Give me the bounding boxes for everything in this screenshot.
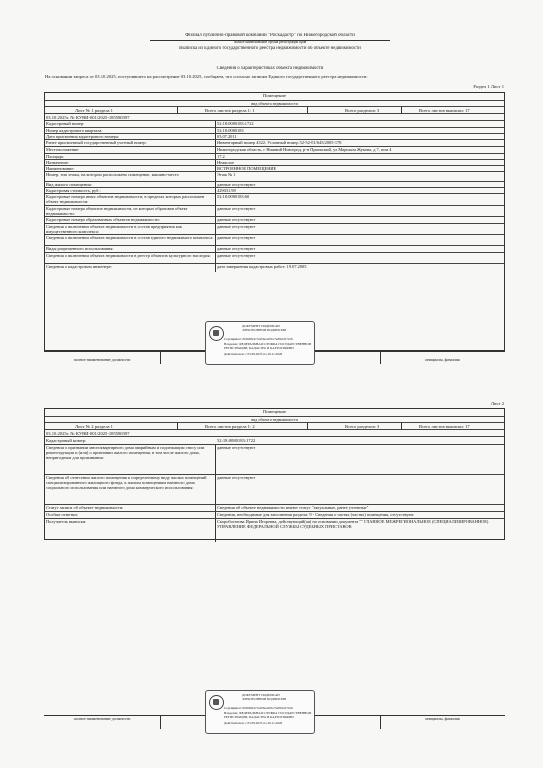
- row-label: Сведения о включении объекта недвижимости в состав единого недвижимого комплекса:: [46, 235, 214, 240]
- signature-position-caption: полное наименование должности: [73, 357, 131, 362]
- table-row: [45, 263, 504, 271]
- org-name: Филиал публично-правовой компании "Роскадастр" по Нижегородской области: [185, 33, 355, 38]
- table-row: [45, 120, 504, 127]
- object-type-caption: вид объекта недвижимости: [251, 101, 298, 106]
- table-row: [45, 171, 504, 181]
- row-value: 05.07.2011: [217, 134, 237, 139]
- row-value: Скоробогатова Ирина Игоревна, действующий(ая) на основании документа "" ГЛАВНОЕ МЕЖРЕГИОНАЛЬНОЕ (СПЕЦИАЛИЗИРОВАННОЕ) УПРАВЛЕНИЕ ФЕДЕРАЛЬНОЙ СЛУЖБЫ СУДЕБНЫХ ПРИСТАВОВ: [217, 519, 489, 530]
- table-row: [45, 205, 504, 216]
- row-label: Номер кадастрового квартала:: [46, 128, 103, 133]
- row-value: 17.2: [217, 154, 225, 159]
- stamp-line: Действителен: с 05.09.2025 по 29.11.2026: [224, 353, 283, 356]
- row-value: данные отсутствуют: [217, 246, 256, 251]
- table-row: [45, 223, 504, 234]
- stamp-line: ДОКУМЕНТ ПОДПИСАН: [242, 325, 280, 328]
- stamp-line: ЭЛЕКТРОННОЙ ПОДПИСЬЮ: [242, 698, 287, 701]
- stamp-line: Сертификат: 00f0d8a3c7e2b6a41f9cc3e8b2d17a56: [224, 707, 293, 710]
- row-label: Кадастровые номера иных объектов недвижимости, в пределах которых расположен объект недвижимости:: [46, 194, 205, 205]
- request-line: На основании запроса от 03.10.2025, поступившего на рассмотрение 03.10.2025, сообщаем, что согласно записям Единого государственного реестра недвижимости:: [45, 74, 368, 79]
- table-row: [45, 146, 504, 153]
- row-value: 52:18:0080183:1722: [217, 121, 254, 126]
- row-label: Получатель выписки:: [46, 519, 87, 524]
- row-label: Сведения о включении объекта недвижимости в состав предприятия как имущественного комплекса:: [46, 224, 182, 235]
- stamp-line: ЭЛЕКТРОННОЙ ПОДПИСЬЮ: [242, 329, 287, 332]
- e-signature-stamp: [205, 321, 315, 365]
- coat-of-arms-icon: [209, 695, 224, 710]
- row-value: данные отсутствуют: [217, 224, 256, 229]
- row-value: данные отсутствуют: [217, 235, 256, 240]
- row-label: Дата присвоения кадастрового номера:: [46, 134, 120, 139]
- sheet-number: Лист № 1 раздела 1: [75, 108, 113, 113]
- row-label: Сведения о кадастровом инженере:: [46, 264, 112, 269]
- date-number: 03.10.2025г. № КУВИ-001/2025-185580397: [46, 431, 130, 436]
- table-row: [45, 252, 504, 263]
- row-label: Площадь:: [46, 154, 65, 159]
- object-type-caption: вид объекта недвижимости: [251, 417, 298, 422]
- signature-name-caption: инициалы, фамилия: [425, 357, 460, 362]
- stamp-line: Владелец: ФЕДЕРАЛЬНАЯ СЛУЖБА ГОСУДАРСТВЕННОЙ: [224, 712, 312, 715]
- row-label: Сведения о признании многоквартирного дома аварийным и подлежащим сносу или реконструкции и (или) о признании жилого помещения, в том числе жилого дома, непригодным для проживания:: [46, 445, 205, 461]
- row-label: Кадастровая стоимость, руб.:: [46, 188, 101, 193]
- row-label: Ранее присвоенный государственный учетный номер:: [46, 140, 147, 145]
- sheets-total: Всего листов выписки: 17: [419, 108, 470, 113]
- table-row: [45, 511, 504, 518]
- row-value: данные отсутствуют: [217, 253, 256, 258]
- row-label: Кадастровые номера объектов недвижимости, из которых образован объект недвижимости:: [46, 206, 188, 217]
- table-row: [45, 444, 504, 474]
- row-label: Назначение:: [46, 160, 70, 165]
- signature-position-caption-2: полное наименование должности: [73, 716, 131, 721]
- row-label: Наименование:: [46, 166, 75, 171]
- table-row: [45, 474, 504, 504]
- coat-of-arms-icon: [209, 326, 224, 341]
- object-type: Помещение: [262, 93, 286, 98]
- sheets-in-section: Всего листов раздела 1: 1: [205, 108, 255, 113]
- row-label: Кадастровые номера образованных объектов недвижимости:: [46, 217, 160, 222]
- row-value: Сведения об объекте недвижимости имеют статус "актуальные, ранее учтенные": [217, 505, 369, 510]
- row-label: Статус записи об объекте недвижимости:: [46, 505, 124, 510]
- section1-table: [44, 92, 505, 352]
- row-label: Особые отметки:: [46, 512, 78, 517]
- row-value: Нижегородская область, г Нижний Новгород, р-н Приокский, ул Маршала Жукова, д 7, пом 4: [217, 147, 392, 152]
- sheet-number: Лист № 2 раздела 1: [75, 424, 113, 429]
- table-row: [45, 245, 504, 252]
- stamp-line: ДОКУМЕНТ ПОДПИСАН: [242, 694, 280, 697]
- row-label: Номер, тип этажа, на котором расположено помещение, машино-место: [46, 172, 179, 177]
- row-value: Сведения, необходимые для заполнения раздела: 9 - Сведения о частях (частях) помещения, отсутствуют.: [217, 512, 415, 517]
- row-value: Нежилое: [217, 160, 234, 165]
- extract-title: Выписка из Единого государственного реестра недвижимости об объекте недвижимости: [179, 46, 361, 51]
- row-value: данные отсутствуют: [217, 217, 256, 222]
- row-value: Этаж № 1: [217, 172, 236, 177]
- table-row: [45, 504, 504, 511]
- row-value: данные отсутствуют: [217, 206, 256, 211]
- row-value: ВСТРОЕННОЕ ПОМЕЩЕНИЕ: [217, 166, 277, 171]
- sheets-total: Всего листов выписки: 17: [419, 424, 470, 429]
- signature-name-caption-2: инициалы, фамилия: [425, 716, 460, 721]
- row-value: данные отсутствуют: [217, 445, 256, 450]
- row-value: 52:18:0080183: [217, 128, 244, 133]
- table-row: [45, 518, 504, 541]
- row-label: Вид жилого помещения:: [46, 182, 92, 187]
- row-value: 52:18:0080183:60: [217, 194, 250, 199]
- table-row: [45, 193, 504, 205]
- row-label: Кадастровый номер:: [46, 121, 85, 126]
- table-row: [45, 234, 504, 245]
- row-value: данные отсутствуют: [217, 475, 256, 480]
- cadastral-value: 52:18:0080183:1722: [217, 438, 256, 443]
- section-label-2: Лист 2: [490, 401, 504, 406]
- section-label: Раздел 1 Лист 1: [473, 84, 504, 89]
- sheets-in-section: Всего листов раздела 1: 2: [205, 424, 255, 429]
- row-label: Сведения о включении объекта недвижимости в реестр объектов культурного наследия:: [46, 253, 211, 258]
- row-value: 429031.98: [217, 188, 236, 193]
- stamp-line: Владелец: ФЕДЕРАЛЬНАЯ СЛУЖБА ГОСУДАРСТВЕННОЙ: [224, 343, 312, 346]
- object-type: Помещение: [262, 409, 286, 414]
- row-label: Виды разрешенного использования:: [46, 246, 114, 251]
- row-value: Инвентарный номер 4322; Условный номер 52-52-01/645/2005-178: [217, 140, 342, 145]
- org-caption: полное наименование органа регистрации прав: [233, 40, 307, 44]
- stamp-line: Сертификат: 00f0d8a3c7e2b6a41f9cc3e8b2d17a56: [224, 338, 293, 341]
- row-value: дата завершения кадастровых работ: 19.07.2005: [217, 264, 307, 269]
- row-value: данные отсутствуют: [217, 182, 256, 187]
- row-label: Местоположение:: [46, 147, 80, 152]
- sections-total: Всего разделов: 3: [345, 108, 380, 113]
- sections-total: Всего разделов: 3: [345, 424, 380, 429]
- section1-table-2: [44, 408, 505, 540]
- table-row: [45, 216, 504, 223]
- e-signature-stamp-2: [205, 690, 315, 734]
- date-number: 03.10.2025г. № КУВИ-001/2025-185580397: [46, 115, 130, 120]
- stamp-line: РЕГИСТРАЦИИ, КАДАСТРА И КАРТОГРАФИИ: [224, 347, 294, 350]
- stamp-line: Действителен: с 05.09.2025 по 29.11.2026: [224, 722, 283, 725]
- info-title: Сведения о характеристиках объекта недвижимости: [216, 66, 324, 71]
- cadastral-label: Кадастровый номер:: [46, 438, 87, 443]
- row-label: Сведения об отнесении жилого помещения к определенному виду жилых помещений специализированного жилищного фонда, к жилым помещениям наемного дома социального использования или наемного дома коммерческого использования:: [46, 475, 207, 491]
- table-row: [45, 139, 504, 146]
- stamp-line: РЕГИСТРАЦИИ, КАДАСТРА И КАРТОГРАФИИ: [224, 716, 294, 719]
